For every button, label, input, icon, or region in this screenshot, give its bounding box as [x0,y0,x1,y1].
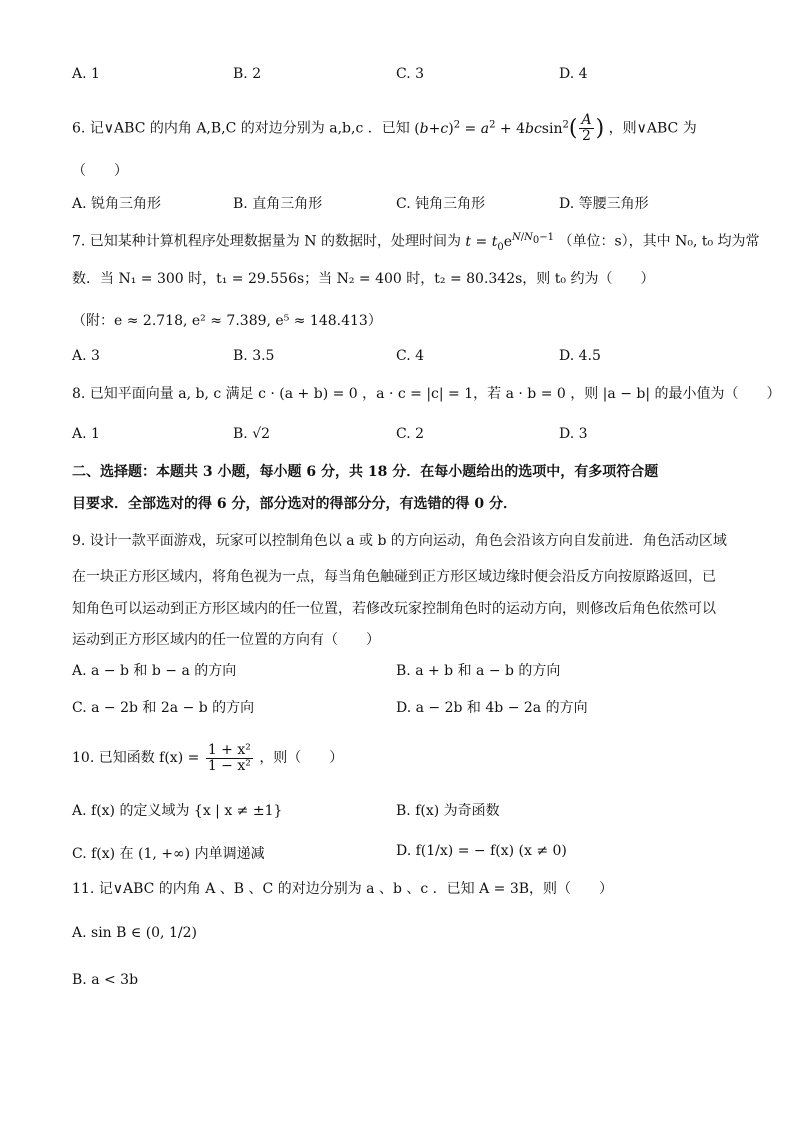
q6-option-d[interactable]: D. 等腰三角形 [559,196,649,212]
q8-option-c[interactable]: C. 2 [396,426,425,442]
q7-note: （附：e ≈ 2.718, e² ≈ 7.389, e⁵ ≈ 148.413） [72,313,382,329]
q9-option-d[interactable]: D. a − 2b 和 4b − 2a 的方向 [396,700,588,716]
q9-stem-line4: 运动到正方形区域内的任一位置的方向有（ ） [72,632,380,648]
q9-stem-line1: 9. 设计一款平面游戏，玩家可以控制角色以 a 或 b 的方向运动，角色会沿该方向自发前进．角色活动区域 [72,533,727,549]
q6-option-b[interactable]: B. 直角三角形 [233,196,323,212]
q9-option-c[interactable]: C. a − 2b 和 2a − b 的方向 [72,700,255,716]
q6-paren: （ ） [72,163,128,179]
q10-option-c[interactable]: C. f(x) 在 (1, +∞) 内单调递减 [72,846,265,862]
q8-option-a[interactable]: A. 1 [72,426,100,442]
q10-stem [72,740,734,776]
q6-option-a[interactable]: A. 锐角三角形 [72,196,162,212]
q10-fraction-numerator: 1 + x² [207,741,251,758]
q5-option-a[interactable]: A. 1 [72,66,100,82]
q7-option-d[interactable]: D. 4.5 [559,348,601,364]
q10-stem-text-a: 10. 已知函数 f(x) = [72,750,200,766]
q9-stem-line3: 知角色可以运动到正方形区域内的任一位置，若修改玩家控制角色时的运动方向，则修改后角色依然可以 [72,601,716,617]
section2-heading-line2: 目要求．全部选对的得 6 分，部分选对的得部分分，有选错的得 0 分． [72,496,517,512]
q10-option-a[interactable]: A. f(x) 的定义域为 {x | x ≠ ±1} [72,803,283,819]
q11-option-a[interactable]: A. sin B ∈ (0, 1/2) [72,925,197,941]
q5-option-d[interactable]: D. 4 [559,66,588,82]
q7-stem-line1 [72,228,760,257]
q11-option-b[interactable]: B. a < 3b [72,972,139,988]
q8-option-b[interactable]: B. √2 [233,426,271,442]
q7-stem-text-b: （单位：s），其中 N₀, t₀ 均为常 [558,233,760,250]
q9-option-a[interactable]: A. a − b 和 b − a 的方向 [72,663,237,679]
q8-option-d[interactable]: D. 3 [559,426,588,442]
q10-stem-text-b: ，则（ ） [259,750,344,766]
q9-stem-line2: 在一块正方形区域内，将角色视为一点，每当角色触碰到正方形区域边缘时便会沿反方向按原路返回，已 [72,569,716,585]
q5-option-c[interactable]: C. 3 [396,66,425,82]
q6-option-c[interactable]: C. 钝角三角形 [396,196,486,212]
q7-formula: $t = t_0e^{N/N_0-1}$ [465,232,555,253]
q7-option-c[interactable]: C. 4 [396,348,425,364]
q7-stem-line2: 数．当 N₁ = 300 时，t₁ = 29.556s；当 N₂ = 400 时，t₂ = 80.342s，则 t₀ 约为（ ） [72,271,655,287]
q6-stem-text-a: 6. 记∨ABC 的内角 A,B,C 的对边分别为 a,b,c ．已知 [72,120,410,137]
section2-heading-line1: 二、选择题：本题共 3 小题，每小题 6 分，共 18 分．在每小题给出的选项中，有多项符合题 [72,464,659,480]
q10-fraction-denominator: 1 − x² [207,757,251,774]
q5-option-b[interactable]: B. 2 [233,66,262,82]
q6-formula: $(b+c)^2 = a^2 + 4bcsin^2$( $\frac{A}{2}$ ) [414,112,605,145]
q11-stem: 11. 记∨ABC 的内角 A 、B 、C 的对边分别为 a 、b 、c ．已知 A = 3B，则（ ） [72,881,614,897]
q7-option-b[interactable]: B. 3.5 [233,348,275,364]
q6-stem-text-b: ，则∨ABC 为 [608,120,697,137]
q10-fraction [206,743,253,774]
q7-stem-text-a: 7. 已知某种计算机程序处理数据量为 N 的数据时，处理时间为 [72,233,461,250]
q6-stem [72,112,734,144]
q10-option-d[interactable]: D. f(1/x) = − f(x) (x ≠ 0) [396,843,567,859]
q10-option-b[interactable]: B. f(x) 为奇函数 [396,803,500,819]
q7-option-a[interactable]: A. 3 [72,348,100,364]
q8-stem: 8. 已知平面向量 a, b, c 满足 c · (a + b) = 0 ，a · c = |c| = 1，若 a · b = 0 ，则 |a − b| 的最小值为（ ） [72,386,781,402]
q9-option-b[interactable]: B. a + b 和 a − b 的方向 [396,663,561,679]
